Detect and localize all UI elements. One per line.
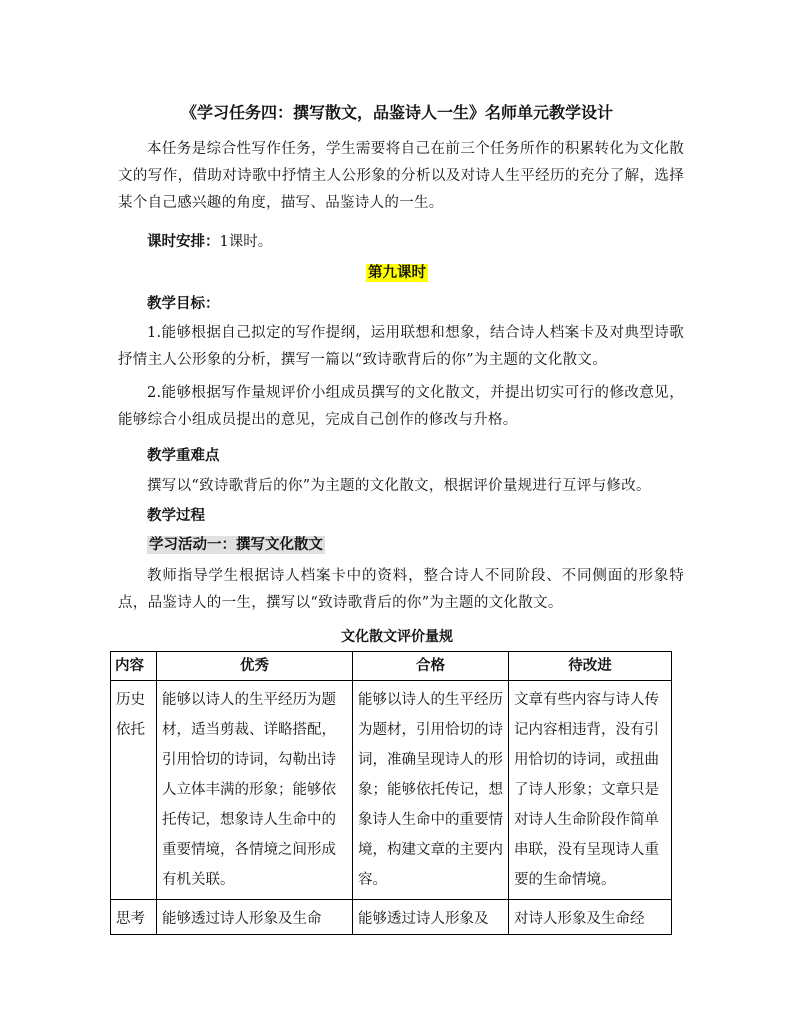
row-improve-cell: 对诗人形象及生命经 — [509, 900, 672, 935]
key-difficult-text: 撰写以“致诗歌背后的你”为主题的文化散文，根据评价量规进行互评与修改。 — [147, 478, 651, 494]
lesson-heading-text: 第九课时 — [368, 265, 426, 281]
objectives-heading: 教学目标： — [147, 296, 220, 312]
row-pass-cell: 能够透过诗人形象及 — [353, 900, 509, 935]
rubric-header-row — [111, 652, 672, 681]
objective-item-1: 1.能够根据自己拟定的写作提纲，运用联想和想象，结合诗人档案卡及对典型诗歌抒情主人公形象的分析，撰写一篇以“致诗歌背后的你”为主题的文化散文。 — [118, 325, 684, 368]
document-title: 《学习任务四：撰写散文，品鉴诗人一生》名师单元教学设计 — [180, 103, 613, 122]
schedule-label: 课时安排： — [147, 234, 220, 250]
row-content-cell: 思考 — [111, 900, 157, 935]
schedule-value: 1课时。 — [219, 234, 273, 250]
row-pass-cell: 能够以诗人的生平经历为题材，引用恰切的诗词，准确呈现诗人的形象；能够依托传记，想象诗人生命中的重要情境，构建文章的主要内容。 — [353, 681, 509, 900]
rubric-table — [110, 651, 672, 935]
activity-paragraph: 教师指导学生根据诗人档案卡中的资料，整合诗人不同阶段、不同侧面的形象特点，品鉴诗人的一生，撰写以“致诗歌背后的你”为主题的文化散文。 — [118, 568, 684, 611]
activity-heading-text: 学习活动一：撰写文化散文 — [149, 537, 323, 553]
row-excellent-cell: 能够以诗人的生平经历为题材，适当剪裁、详略搭配，引用恰切的诗词，勾勒出诗人立体丰满的形象；能够依托传记，想象诗人生命中的重要情境，各情境之间形成有机关联。 — [157, 681, 353, 900]
header-pass: 合格 — [353, 652, 509, 681]
lesson-heading — [0, 262, 794, 284]
table-row — [111, 900, 672, 935]
row-excellent-cell: 能够透过诗人形象及生命 — [157, 900, 353, 935]
process-heading: 教学过程 — [147, 508, 205, 524]
row-content-cell: 历史依托 — [111, 681, 157, 900]
header-content: 内容 — [111, 652, 157, 681]
activity-heading — [147, 534, 325, 556]
rubric-title: 文化散文评价量规 — [341, 629, 453, 645]
table-row — [111, 681, 672, 900]
key-difficult-heading: 教学重难点 — [147, 448, 220, 464]
header-excellent: 优秀 — [157, 652, 353, 681]
objective-item-2: 2.能够根据写作量规评价小组成员撰写的文化散文，并提出切实可行的修改意见，能够综合小组成员提出的意见，完成自己创作的修改与升格。 — [118, 385, 684, 428]
intro-paragraph: 本任务是综合性写作任务，学生需要将自己在前三个任务所作的积累转化为文化散文的写作，借助对诗歌中抒情主人公形象的分析以及对诗人生平经历的充分了解，选择某个自己感兴趣的角度，描写、品鉴诗人的一生。 — [118, 141, 684, 211]
row-improve-cell: 文章有些内容与诗人传记内容相违背，没有引用恰切的诗词，或扭曲了诗人形象；文章只是对诗人生命阶段作简单串联，没有呈现诗人重要的生命情境。 — [509, 681, 672, 900]
header-improve: 待改进 — [509, 652, 672, 681]
schedule-line — [147, 231, 272, 253]
